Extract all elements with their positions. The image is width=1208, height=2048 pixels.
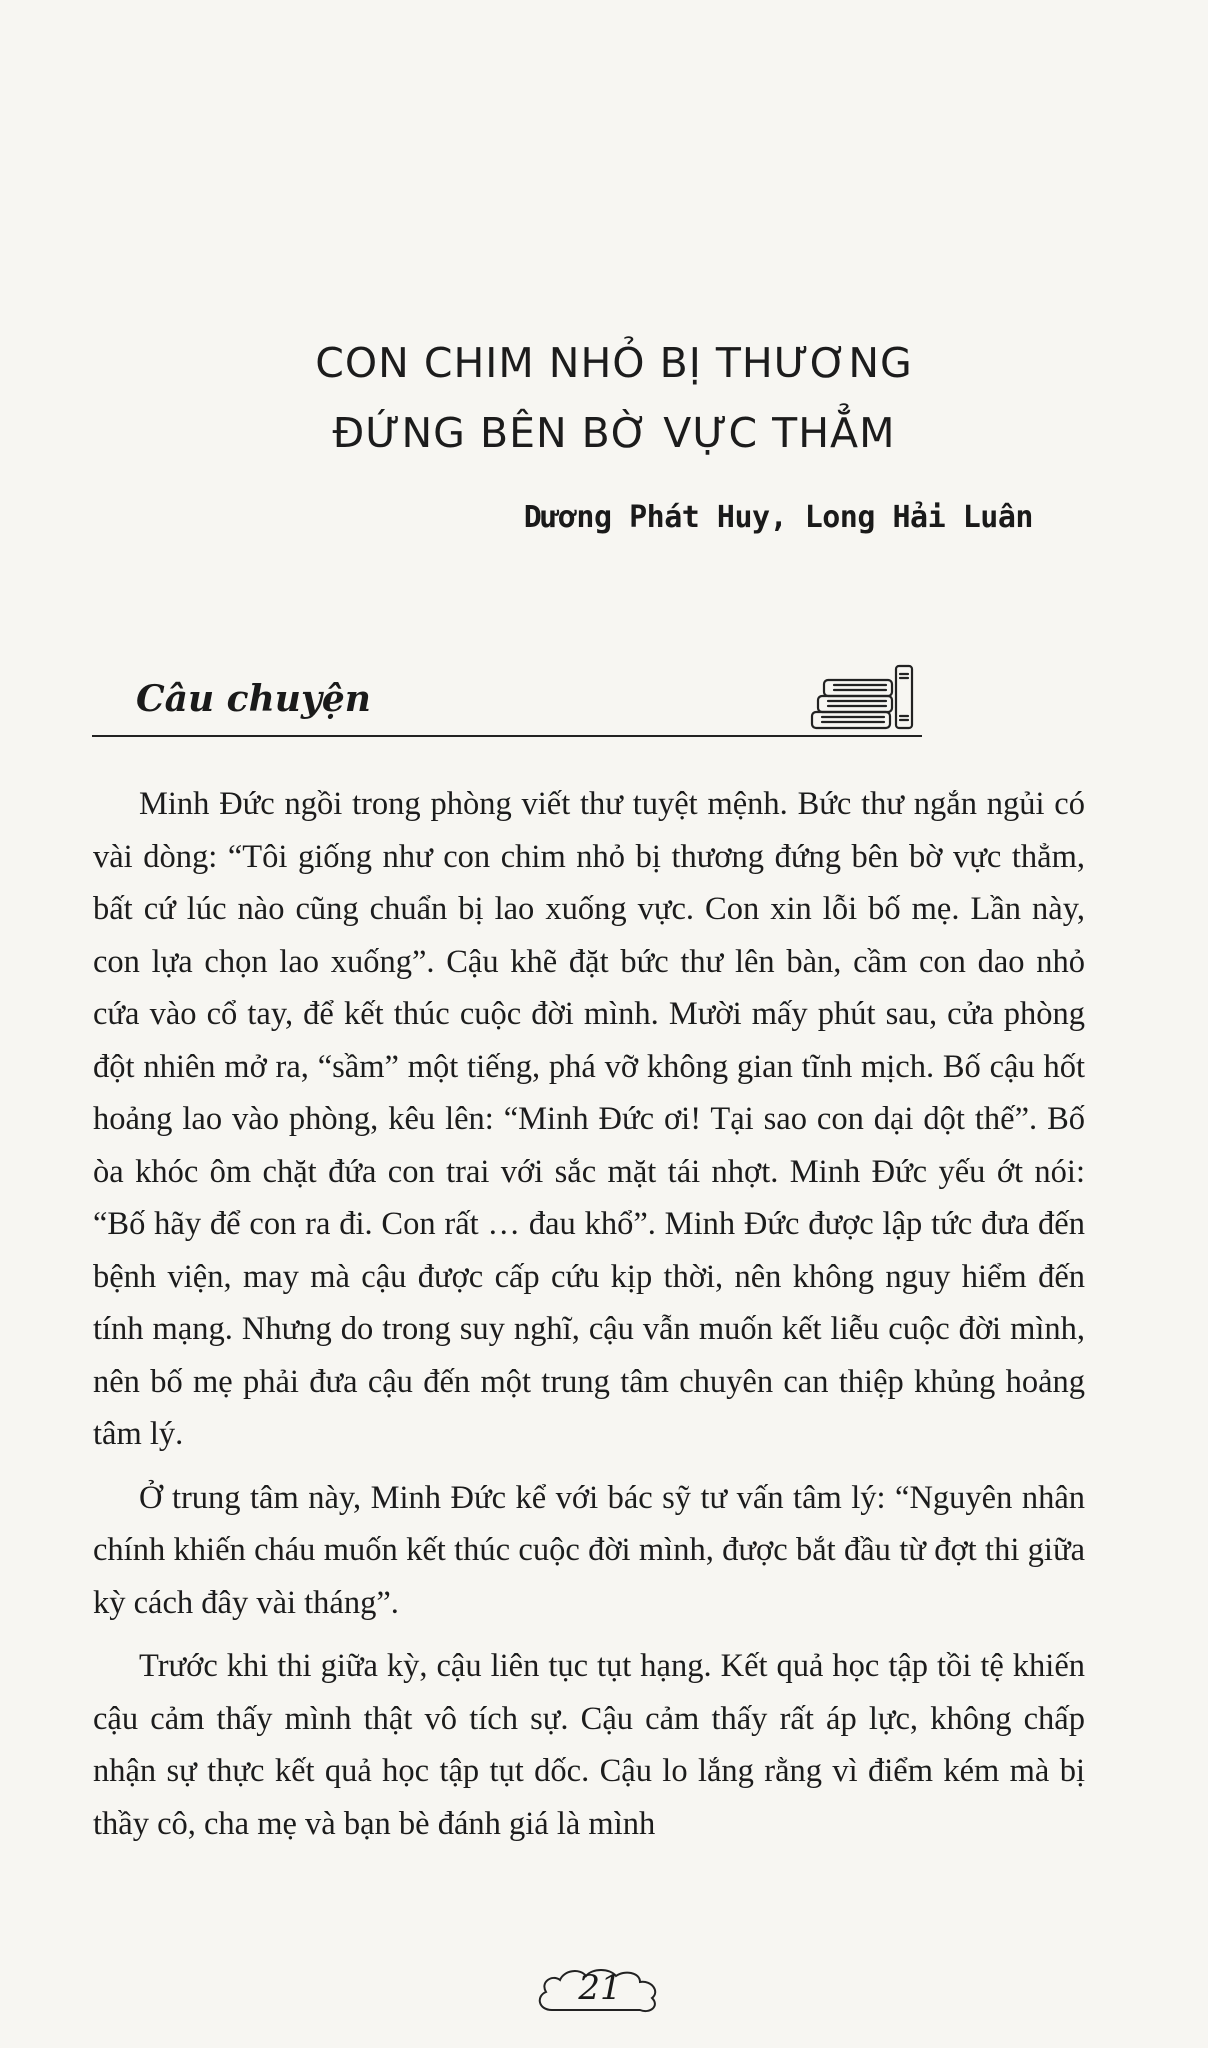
chapter-title-line-2: ĐỨNG BÊN BỜ VỰC THẲM — [332, 409, 896, 457]
paragraph-3: Trước khi thi giữa kỳ, cậu liên tục tụt hạng. Kết quả học tập tồi tệ khiến cậu cảm thấy mình thật vô tích sự. Cậu cảm thấy rất áp lực, không chấp nhận sự thực kết quả học tập tụt dốc. Cậu lo lắng rằng vì điểm kém mà bị thầy cô, cha mẹ và bạn bè đánh giá là mình — [93, 1648, 1085, 1842]
page-number: 21 — [578, 1968, 622, 2008]
chapter-title — [0, 328, 1208, 468]
chapter-title-line-1: CON CHIM NHỎ BỊ THƯƠNG — [315, 339, 913, 387]
authors-byline: Dương Phát Huy, Long Hải Luân — [523, 500, 1033, 535]
paragraph-2: Ở trung tâm này, Minh Đức kể với bác sỹ tư vấn tâm lý: “Nguyên nhân chính khiến cháu muốn kết thúc cuộc đời mình, được bắt đầu từ đợt thi giữa kỳ cách đây vài tháng”. — [93, 1479, 1085, 1621]
body-text — [93, 778, 1085, 1861]
paragraph-1: Minh Đức ngồi trong phòng viết thư tuyệt mệnh. Bức thư ngắn ngủi có vài dòng: “Tôi giống như con chim nhỏ bị thương đứng bên bờ vực thẳm, bất cứ lúc nào cũng chuẩn bị lao xuống vực. Con xin lỗi bố mẹ. Lần này, con lựa chọn lao xuống”. Cậu khẽ đặt bức thư lên bàn, cầm con dao nhỏ cứa vào cổ tay, để kết thúc cuộc đời mình. Mười mấy phút sau, cửa phòng đột nhiên mở ra, “sầm” một tiếng, phá vỡ không gian tĩnh mịch. Bố cậu hốt hoảng lao vào phòng, kêu lên: “Minh Đức ơi! Tại sao con dại dột thế”. Bố òa khóc ôm chặt đứa con trai với sắc mặt tái nhợt. Minh Đức yếu ớt nói: “Bố hãy để con ra đi. Con rất … đau khổ”. Minh Đức được lập tức đưa đến bệnh viện, may mà cậu được cấp cứu kịp thời, nên không nguy hiểm đến tính mạng. Nhưng do trong suy nghĩ, cậu vẫn muốn kết liễu cuộc đời mình, nên bố mẹ phải đưa cậu đến một trung tâm chuyên can thiệp khủng hoảng tâm lý. — [93, 786, 1085, 1452]
section-divider — [92, 735, 922, 737]
page-number-badge — [530, 1962, 670, 2022]
section-heading: Câu chuyện — [136, 678, 371, 720]
books-stack-icon — [810, 660, 930, 740]
